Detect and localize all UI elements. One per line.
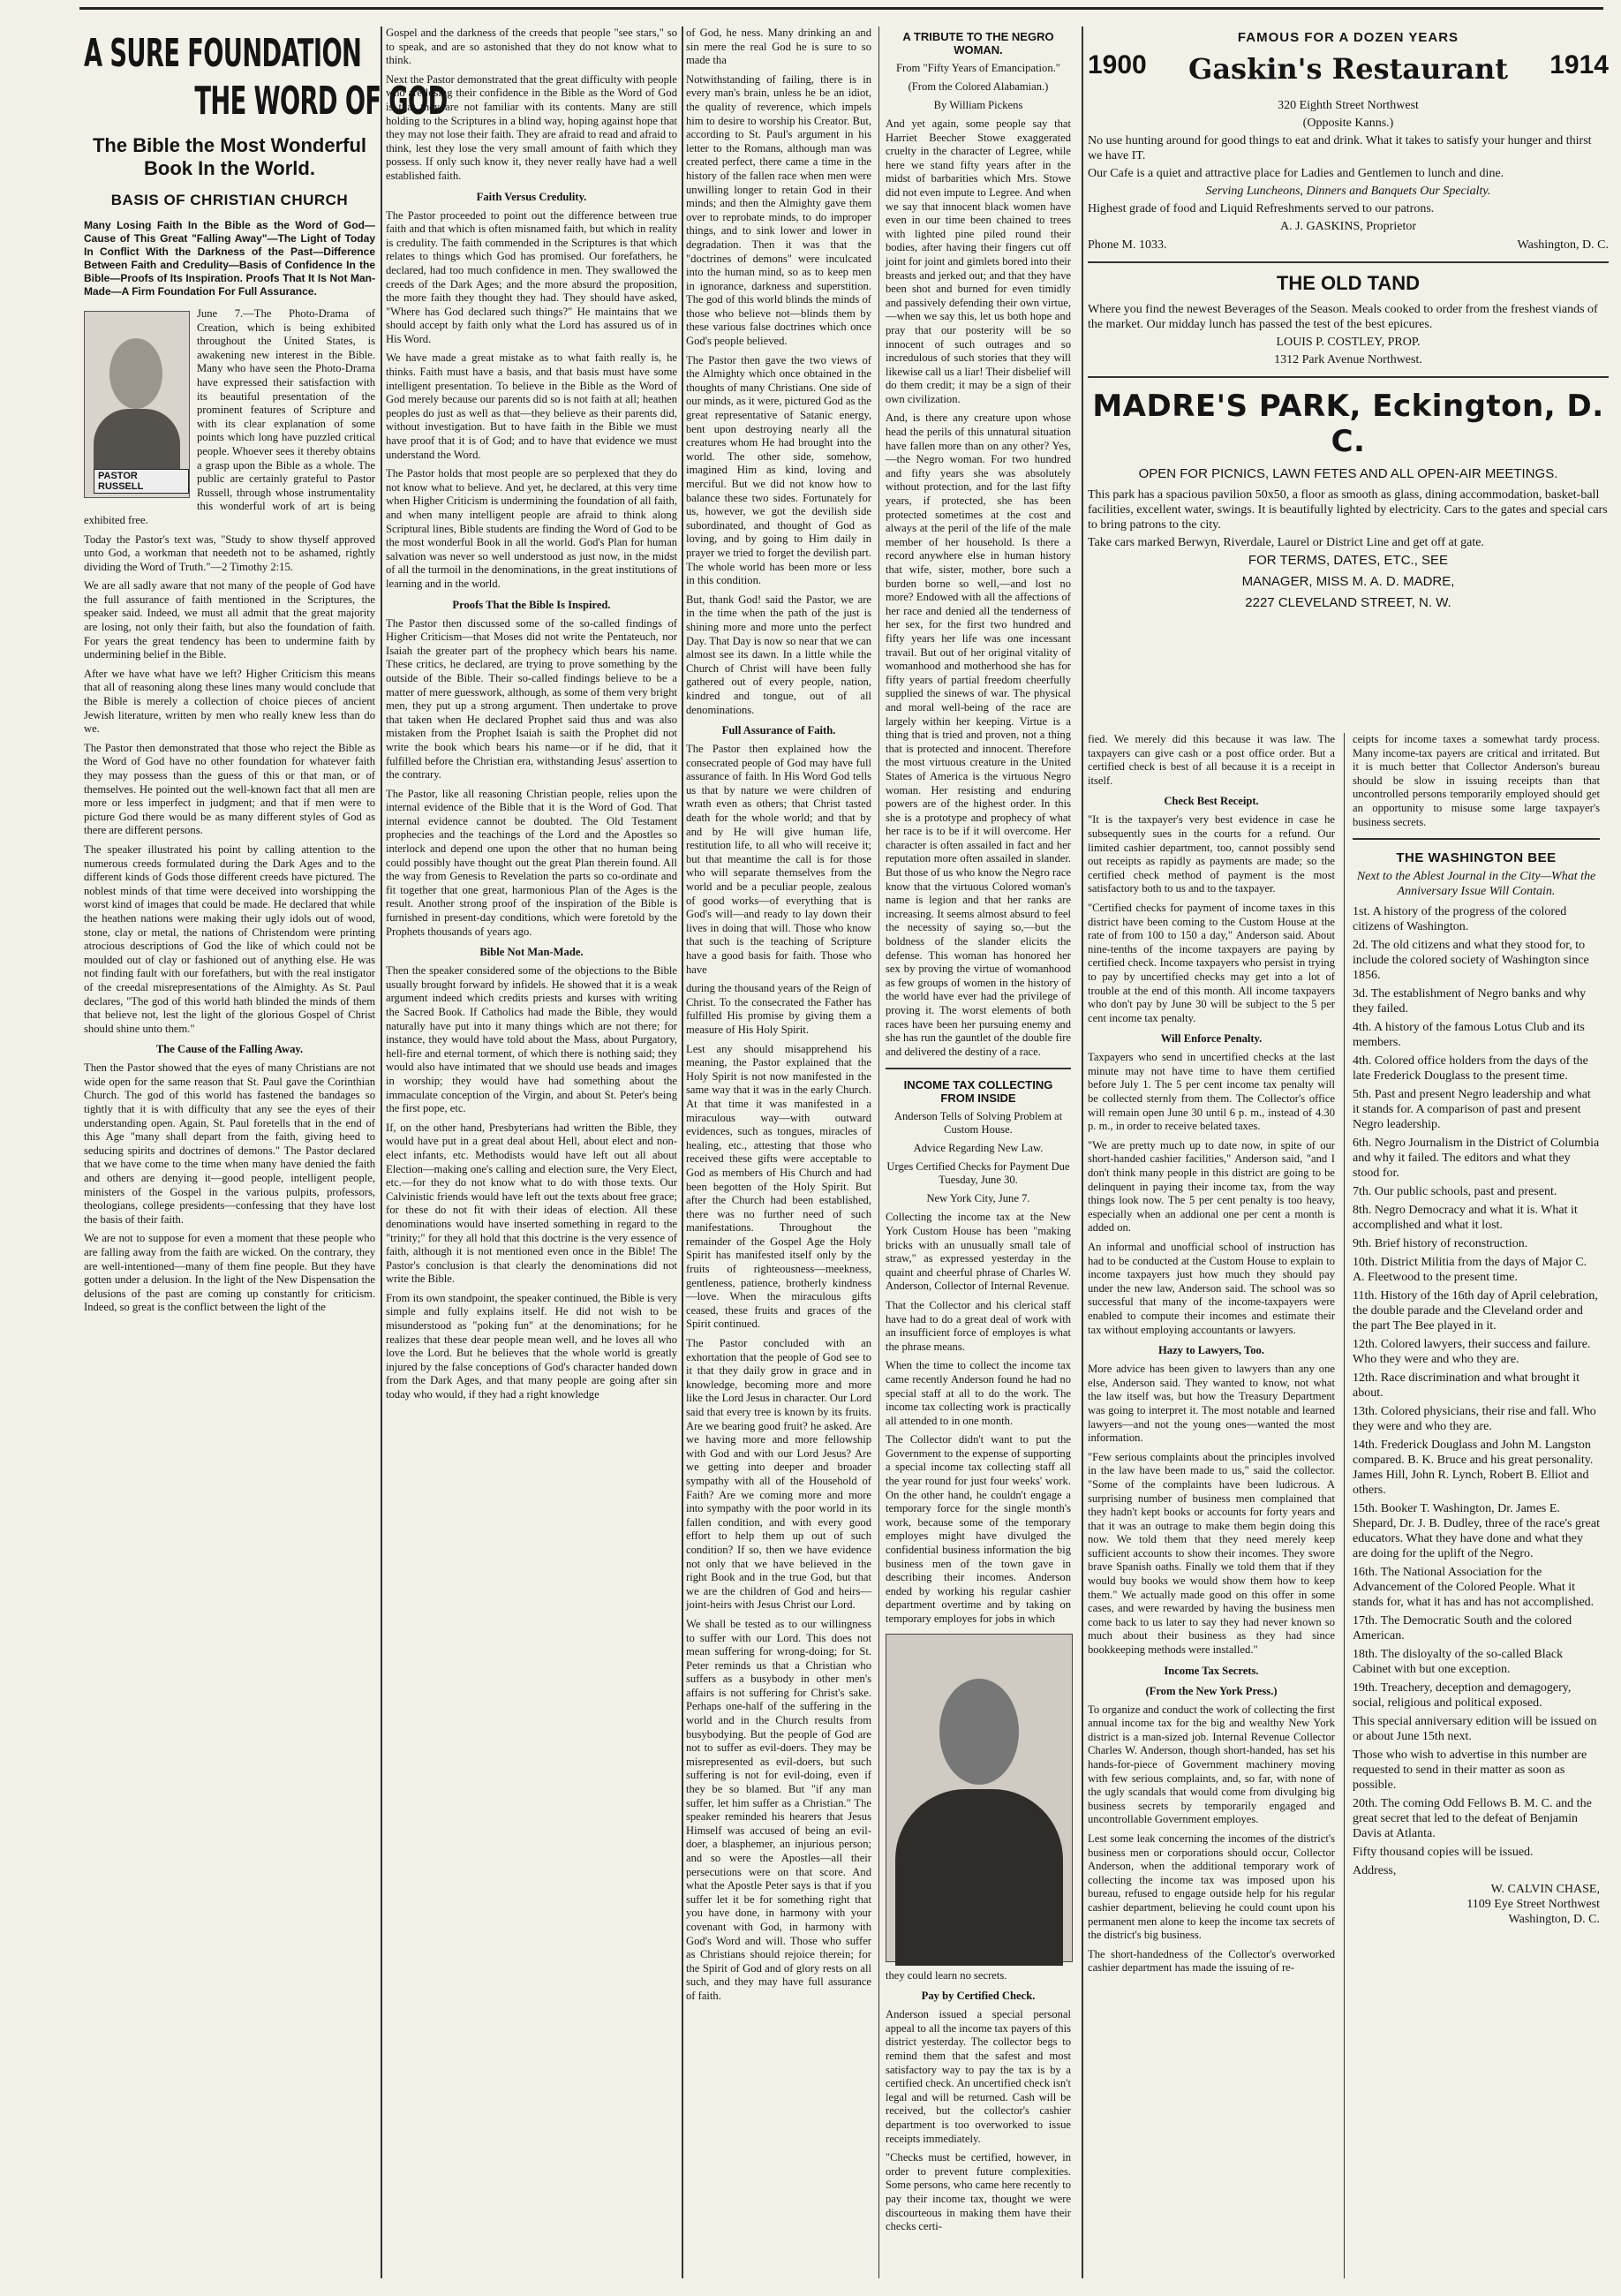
paragraph: And, is there any creature upon whose head the perils of this unnatural situation have fallen more than on any other? Yes,—the Negro woman. For two hundred and fifty years she was absolutely without protection, and for the last fifty years, if protected, she has been protected sometimes at the cost and always at the peril of the life of the male member of her household. Is there a record anywhere else in human history that wife, sister, mother, bore such a burden borne so well,—and lost no more? Endowed with all the affections of her race and denied all the tenderness of her sex, for the first two hundred and fifty years her life was one incessant travail. But out of her original vitality of womanhood and motherhood she has for fifty years of partial freedom cheerfully supplied the sinews of war. The physical and moral well-being of the race are largely within her keeping. Virtue is a thing that is tried and proven, not a thing that is protected and innocent. Therefore the most virtuous creature in the United States of America is the virtuous Negro woman. Her resisting and enduring powers are of the highest order. In this she is a prototype and prophecy of what her race is to be if it will overcome. Her character is often assailed in fact and her reputation more often assailed in slander. But those of us who know the Negro race know that the virtuous Colored woman's name is legion and that her ranks are increasing. It seems almost absurd to feel the necessity of saying so,—but the boldness of the slander elicits the defense. This woman has honored her sex by proving the virtue of womanhood as few groups of women in the history of the world have ever had the privilege of proving it. The worst elements of both races have been her pursuing enemy and she has run the gauntlet of the double fire and delivered the destiny of a race.: [886, 412, 1071, 1058]
bee-item: 4th. A history of the famous Lotus Club and its members.: [1353, 1021, 1585, 1050]
paragraph: The Pastor holds that most people are so perplexed that they do not know what to believe. And yet, he declared, at this very time when Higher Criticism is undermining the foundation of all faith, and when many intelligent people are afraid to think along Scriptural lines, Bible students are finding the Word of God to be the most wonderful Book in all the world. God's Plan for human salvation was never so well understood as just now, in the midst of all the turmoil in the denominations, in the great institutions of learning and in the world.: [386, 467, 677, 590]
old-tand-ad: [1088, 272, 1609, 367]
paragraph: We are not to suppose for even a moment that these people who are falling away from the faith are wicked. On the contrary, they are well-intentioned—many of them fine people. But they have gotten under a delusion. In the light of the New Dispensation the delusions of the past are coming up constantly for criticism. Indeed, so great is the conflict between the light of the: [84, 1232, 375, 1314]
paragraph: When the time to collect the income tax came recently Anderson found he had no special staff at all to do the work. The income tax collecting work is practically all attended to in one month.: [886, 1359, 1071, 1427]
headline-line-1: A SURE FOUNDATION: [84, 31, 362, 76]
ad-subtitle: OPEN FOR PICNICS, LAWN FETES AND ALL OPEN-AIR MEETINGS.: [1138, 466, 1558, 481]
section-divider: [1088, 376, 1609, 378]
section-subhead: The Cause of the Falling Away.: [155, 1043, 304, 1056]
section-divider: [886, 1068, 1071, 1069]
paragraph: "It is the taxpayer's very best evidence in case he subsequently sues in the courts for a refund. Our limited cashier department, too, cannot possibly send out receipts as rapidly as payments are made; so the certified check method of payment is the most satisfactory both to us and to the taxpayer.: [1088, 813, 1335, 895]
section-divider: [1088, 261, 1609, 263]
column-4-right: [1353, 733, 1600, 2278]
paragraph: An informal and unofficial school of instruction has had to be conducted at the Custom House to explain to income taxpayers just how much they should pay under the new law, Anderson said. The school was so successful that many of the income-taxpayers were enabled to compute their incomes and estimate their tax without employing accountants or lawyers.: [1088, 1241, 1335, 1336]
ad-terms: FOR TERMS, DATES, ETC., SEE: [1248, 553, 1449, 568]
ad-manager: MANAGER, MISS M. A. D. MADRE,: [1241, 574, 1455, 589]
ad-phone: Phone M. 1033.: [1088, 238, 1167, 252]
paragraph: "Checks must be certified, however, in order to prevent future complexities. Some persons, who came here recently to pay their income tax, thought we were discourteous in making them have their checks certi-: [886, 2151, 1071, 2233]
portrait-body: [895, 1789, 1063, 1966]
paragraph: of God, he ness. Many drinking an and sin mere the real God he is sure to so made tha: [686, 26, 871, 67]
income-tax-deck: Urges Certified Checks for Payment Due Tuesday, June 30.: [886, 1160, 1070, 1187]
paragraph: The short-handedness of the Collector's overworked cashier department has made the issuing of re-: [1088, 1947, 1335, 1975]
bee-city: Washington, D. C.: [1508, 1913, 1600, 1927]
section-subhead: Hazy to Lawyers, Too.: [1158, 1344, 1264, 1357]
bee-item: 12th. Race discrimination and what brought it about.: [1353, 1371, 1580, 1401]
paragraph: June 7.—The Photo-Drama of Creation, which is being exhibited throughout the United States, is awakening new interest in the Bible. Many who have seen the Photo-Drama have expressed their satisfaction with its beautiful presentation of the prominent features of Scripture and with its clear explanation of some points which long have puzzled critical people. Whoever sees it thereby obtains a grasp upon the Bible as a whole. The public are certainly grateful to Pastor Russell, through whose instrumentality this wonderful work of art is being exhibited free.: [84, 307, 375, 526]
income-tax-deck: Anderson Tells of Solving Problem at Custom House.: [893, 1110, 1063, 1137]
paragraph: More advice has been given to lawyers than any one else, Anderson said. They wanted to know, not what the law itself was, but how the Treasury Department was going to interpret it. The most notable and learned lawyers—and not the young ones—wanted the most information.: [1088, 1363, 1335, 1445]
column-rule: [1082, 26, 1083, 2278]
column-3-left: [686, 26, 871, 2278]
article-deck: Many Losing Faith In the Bible as the Word of God—Cause of This Great "Falling Away"—The Light of Today In Conflict With the Darkness of the Past—Difference Between Faith and Credulity—Basis of Confidence In the Bible—Proofs of Its Inspiration. Proofs That It Is Not Man-Made—A Firm Foundation For Full Assurance.: [84, 219, 375, 298]
paragraph: The Collector didn't want to put the Government to the expense of supporting a special income tax collecting staff all the year round for just four weeks' work. On the other hand, he couldn't engage a temporary force for the single month's work, because some of the temporary employes might have divulged the confidential business information the big business men of the town gave in describing their incomes. Anderson ended by working his regular cashier department overtime and by taking on temporary employes for jobs in which: [886, 1433, 1071, 1625]
column-rule: [381, 26, 382, 2278]
paragraph: We are all sadly aware that not many of the people of God have the full assurance of faith mentioned in the Scriptures, the speaker said. Indeed, we must all admit that the great majority are losing, not only their faith, but also the foundation of faith. For years the great tendency has been to undermine faith by undermining belief in the Bible.: [84, 579, 375, 661]
tribute-title: A TRIBUTE TO THE NEGRO WOMAN.: [902, 30, 1054, 57]
pastor-russell-photo: [84, 311, 190, 498]
income-tax-deck: Advice Regarding New Law.: [913, 1142, 1044, 1155]
bee-item: 3d. The establishment of Negro banks and why they failed.: [1353, 987, 1587, 1016]
ad-owner: LOUIS P. COSTLEY, PROP.: [1276, 336, 1421, 349]
bee-address-label: Address,: [1353, 1864, 1397, 1878]
bee-street: 1109 Eye Street Northwest: [1466, 1898, 1600, 1912]
top-rule: [79, 7, 1603, 10]
paragraph: After we have what have we left? Higher Criticism this means that all of reasoning along these lines many would conclude that the Bible is merely a collection of choice pieces of ancient Jewish literature, written by men who really knew less than do we.: [84, 667, 375, 736]
bee-item: 18th. The disloyalty of the so-called Black Cabinet with but one exception.: [1353, 1648, 1564, 1677]
bee-item: 11th. History of the 16th day of April celebration, the double parade and the Cleveland order and the part The Bee played in it.: [1353, 1289, 1598, 1333]
dateline: New York City, June 7.: [926, 1192, 1030, 1205]
paragraph: To organize and conduct the work of collecting the first annual income tax for the big and wealthy New York district is a man-sized job. Internal Revenue Collector Charles W. Anderson, though short-handed, has set his hands-for-piece of Government machinery moving with few serious complaints, and, so far, with none of the ugly scandals that would come from divulging big business secrets by temporarily engaged and uncontrollable Government employes.: [1088, 1703, 1335, 1826]
paragraph: The Pastor proceeded to point out the difference between true faith and that which is often misnamed faith, but which in reality is credulity. The faith commended in the Scriptures is that which relates to things which God has promised. Our forefathers, he declared, had too much confidence in men. They swallowed the creeds of the Dark Ages; and the more absurd the proposition, the more faith they thought they had. They should have asked, "Where has God declared such things?" He maintains that we should accept by faith only what the Lord has assured us of in His Word.: [386, 208, 677, 345]
paragraph: Then the speaker considered some of the objections to the Bible usually brought forward by infidels. He showed that it is a weak argument indeed which credits priests and kurses with writing the Sacred Book. If Catholics had made the Bible, they would naturally have put into it many things which are not there; for instance, they would have told about the Mass, about Purgatory, hell-fire and eternal torment, of which there is nothing said; they would also have intimated that we should use beads and images in worship; they would have had something about the immaculate conception of the Virgin, and about St. Peter's being the first pope, etc.: [386, 964, 677, 1115]
ad-text: Our Cafe is a quiet and attractive place for Ladies and Gentlemen to lunch and dine.: [1088, 167, 1504, 180]
paragraph: But, thank God! said the Pastor, we are in the time when the path of the just is shining more and more unto the perfect Day. That Day is now so near that we can almost see its dawn. In a little while the Church of Christ will have been fully gathered out of every people, nation, kindred and tongue, out of all denominations.: [686, 593, 871, 716]
bee-items-list: [1353, 904, 1600, 1860]
bee-item: 15th. Booker T. Washington, Dr. James E. Shepard, Dr. J. B. Dudley, three of the race's great educators. What they have done and what they are doing for the uplift of the Negro.: [1353, 1502, 1600, 1561]
section-subhead: Will Enforce Penalty.: [1160, 1032, 1263, 1046]
bee-item: 16th. The National Association for the Advancement of the Colored People. What it stands for, what it has and has not accomplished.: [1353, 1566, 1595, 1610]
column-1: [84, 26, 448, 2278]
ad-text: No use hunting around for good things to eat and drink. What it takes to satisfy your hunger and thirst we have IT.: [1088, 134, 1592, 162]
section-subhead: Pay by Certified Check.: [921, 1990, 1036, 2003]
bee-item: 12th. Colored lawyers, their success and failure. Who they were and who they are.: [1353, 1338, 1591, 1367]
paragraph: The Pastor then demonstrated that those who reject the Bible as the Word of God have no other foundation for whatever faith they may possess than the guess of this or that man, or of themselves. He pointed out the well-known fact that all men are more or less imperfect in judgment; and that if men were to picture God there would be as many different styles of God as there are different persons.: [84, 741, 375, 837]
ad-text: Serving Luncheons, Dinners and Banquets Our Specialty.: [1205, 185, 1491, 198]
tribute-source: From "Fifty Years of Emancipation.": [896, 62, 1060, 74]
paragraph: they could learn no secrets.: [886, 1968, 1007, 1982]
bee-item: 2d. The old citizens and what they stood for, to include the colored society of Washington since 1856.: [1353, 939, 1589, 983]
paragraph: Then the Pastor showed that the eyes of many Christians are not wide open for the same reason that St. Paul gave the Corinthian Church. The god of this world has fastened the bandages so tightly that it is with difficulty that any see the eyes of their understanding open. Again, St. Paul foretells that in the end of this Age "many shall depart from the faith, giving heed to seducing spirits and doctrines of demons." The Pastor declared that we have come to the time when many have denied the faith and others are denying it—good people, intelligent people, ministers of the Gospel in the various pulpits, professors, theologians, college presidents—confessing that they have lost the basis of their faith.: [84, 1061, 375, 1226]
column-4-left: [1088, 733, 1335, 2278]
paragraph: If, on the other hand, Presbyterians had written the Bible, they would have put in a great deal about Hell, about elect and non-elect infants, etc. Methodists would have left out all about Election—making one's calling and election sure, the Very Elect, etc.—for they do not know what to do with those texts. Our Calvinistic friends would have left out the texts about free grace; for these do not fit with their ideas of election. All these denominations would have inserted something in regard to the "trinity;" for they all hold that this doctrine is the very essence of faith, although it is not mentioned even once in the Bible! The Pastor's conclusion is that clearly the denominations did not write the Bible.: [386, 1121, 677, 1286]
column-rule: [1344, 733, 1345, 2278]
portrait-face: [109, 338, 162, 409]
bee-item: Those who wish to advertise in this number are requested to send in their matter as soon as possible.: [1353, 1748, 1587, 1793]
bee-item: 14th. Frederick Douglass and John M. Langston compared. B. K. Bruce and his great personality. James Hill, John R. Lynch, Robert B. Elliot and others.: [1353, 1439, 1594, 1498]
paragraph: That the Collector and his clerical staff have had to do a great deal of work with an insufficient force of employes is what the phrase means.: [886, 1298, 1071, 1353]
paragraph: "Few serious complaints about the principles involved in the law have been made to us," said the collector. "Some of the complaints have been ludicrous. A surprising number of business men complained that they hadn't kept books or accounts for forty years and that it was an outrage to make them begin doing this now. We told them that they need merely keep sufficient accounts to show their incomes. They swore brave Spanish oaths. Finally we told them that if they would buy books we would show them how to keep them." We actually made good on this offer in some cases, and were rewarded by having the business men come back to us later to say they had never known so much about their business as they had since bookkeeping methods were installed.": [1088, 1450, 1335, 1657]
paragraph: We have made a great mistake as to what faith really is, he thinks. Faith must have a basis, and that basis must have some intelligent presentation. To believe in the Bible as the Word of God merely because our parents did so is not faith at all; heathen peoples do just as well as that—they believe as their parents did, without investigation. But to have faith in the Bible we must have proof that it is of God; and to have that evidence we must understand the Word.: [386, 351, 677, 461]
ad-year-end: 1914: [1549, 50, 1609, 79]
tribute-author: By William Pickens: [933, 99, 1023, 111]
column-rule: [878, 26, 879, 2278]
subhead-line-1: The Bible the Most Wonderful: [92, 134, 367, 156]
bee-item: 9th. Brief history of reconstruction.: [1353, 1237, 1528, 1251]
paragraph: "We are pretty much up to date now, in spite of our short-handed cashier facilities," Anderson said, "and I don't think many people in this district are going to be delinquent in paying their income tax, from the way things look now. The 5 per cent penalty is too heavy, especially when an addional one per cent a month is added on.: [1088, 1138, 1335, 1235]
paragraph: The speaker illustrated his point by calling attention to the numerous creeds formulated during the Dark Ages and to the different kinds of Gods those different creeds have pictured. The noblest minds of that time were deceived into worshipping the worst kind of images that could be made. He declared that while the heathen nations were making their ugly idols out of wood, stone, clay or metal, the nations of Christendom were printing atrocious descriptions of God the like of which could not be moulded out of clay or fashioned out of anything else. He was not finding fault with our forefathers, but with the real instigator of the creedal misrepresentations of the Almighty. As St. Paul declares, "The god of this world hath blinded the minds of them that believe not, lest the light of the glorious Gospel of Christ should shine unto them.": [84, 842, 375, 1035]
bee-item: 19th. Treachery, deception and demagogery, social, religious and political exposed.: [1353, 1681, 1572, 1711]
ad-text: This park has a spacious pavilion 50x50, a floor as smooth as glass, dining accommodation, basket-ball facilities, excellent water, swings. It is beautifully lighted by electricity. Cars to the gates and special cars to bring patrons to the city.: [1088, 488, 1608, 532]
bee-item: Fifty thousand copies will be issued.: [1353, 1846, 1534, 1860]
paragraph: Collecting the income tax at the New York Custom House has been "making bricks with an unusually small tale of straw," as expressed yesterday in the quaint and cheerful phrase of Charles W. Anderson, Collector of Internal Revenue.: [886, 1211, 1071, 1293]
anderson-photo: [886, 1634, 1073, 1962]
paragraph: Anderson issued a special personal appeal to all the income tax payers of this district yesterday. The collector begs to remind them that the safest and most satisfactory way to pay the tax is by a certified check. An uncertified check isn't legal and will be returned. Cash will be received, but the collector's cashier department is too overworked to issue receipts immediately.: [886, 2008, 1071, 2145]
subhead-line-2: Book In the World.: [144, 157, 315, 179]
ad-city: Washington, D. C.: [1517, 238, 1609, 252]
bee-title: THE WASHINGTON BEE: [1396, 850, 1557, 866]
column-4: [1088, 26, 1609, 2278]
restaurant-name: Gaskin's Restaurant: [1187, 52, 1508, 86]
ad-text: Where you find the newest Beverages of the Season. Meals cooked to order from the freshest viands of the market. Our midday lunch has passed the test of the best epicures.: [1088, 303, 1598, 331]
paragraph: Notwithstanding of failing, there is in every man's brain, unless he be an idiot, the quality of reverence, which impels him to desire to worship his Creator. But, according to St. Paul's argument in his letter to the Romans, although man was created perfect, there came a time in the history of the fallen race when men were unwilling longer to retain God in their minds; and then the Almighty gave them over to reprobate minds, to do improper things, and to sink lower and lower in degradation. Then it was that the "doctrines of demons" were inculcated into the human mind, so as to keep men in ignorance, darkness and superstition. The god of this world blinds the minds of those who believe not—blinds them by these various false doctrines which once God's people believed.: [686, 72, 871, 348]
ad-contact-row: [1088, 238, 1609, 253]
photo-caption: PASTOR RUSSELL: [94, 469, 189, 494]
headline-line-2: THE WORD OF GOD: [194, 79, 448, 124]
section-subhead: Faith Versus Credulity.: [476, 190, 587, 203]
bee-item: This special anniversary edition will be issued on or about June 15th next.: [1353, 1715, 1597, 1744]
article-source: (From the New York Press.): [1145, 1684, 1278, 1697]
madres-park-ad: [1088, 389, 1609, 611]
ad-banner: [1088, 50, 1609, 91]
paragraph: Gospel and the darkness of the creeds that people "see stars," so to speak, and are so astonished that they do not know what to think.: [386, 26, 677, 67]
portrait-face: [939, 1679, 1019, 1785]
section-title: BASIS OF CHRISTIAN CHURCH: [110, 192, 349, 208]
paragraph: during the thousand years of the Reign of Christ. To the consecrated the Father has fulfilled His promise by giving them a measure of His Holy Spirit.: [686, 982, 871, 1036]
section-subhead: Full Assurance of Faith.: [721, 724, 836, 737]
bee-item: 10th. District Militia from the days of Major C. A. Fleetwood to the present time.: [1353, 1256, 1587, 1285]
ad-text: Highest grade of food and Liquid Refreshments served to our patrons.: [1088, 202, 1435, 215]
income-tax-title: INCOME TAX COLLECTING FROM INSIDE: [903, 1078, 1053, 1106]
ad-text: Take cars marked Berwyn, Riverdale, Laurel or District Line and get off at gate.: [1088, 536, 1484, 549]
paragraph: Lest any should misapprehend his meaning, the Pastor explained that the Holy Spirit is not now manifested in the same way that it was in the early Church. At that time it was manifested in a miraculous way—with outward evidences, such as tongues, miracles of healing, etc., attesting that those who received these gifts were acceptable to God as members of His Church and had been begotten of the Holy Spirit. But after the Church had been established, there was no further need of such manifestations. Throughout the remainder of the Gospel Age the Holy Spirit has manifested itself only by the fruits of righteousness—meekness, gentleness, patience, brotherly kindness—love. When the miraculous gifts ceased, these fruits and graces of the Spirit continued.: [686, 1042, 871, 1331]
paragraph: The Pastor, like all reasoning Christian people, relies upon the internal evidence of the Bible that it is the Word of God. That internal evidence cannot be doubted. The Old Testament prophecies and the teachings of the Lord and the Apostles so interlock and depend one upon the other that no human being could possibly have thought out the great Plan therein found. All the way from Genesis to Revelation the parts so co-ordinate and fit together that one great, harmonious Plan of the Ages is the result. Another strong proof of the inspiration of the Bible is furnished in present-day conditions, which were foretold by the Prophets thousands of years ago.: [386, 787, 677, 938]
column-3: [686, 26, 1074, 2278]
ad-address: 320 Eighth Street Northwest: [1278, 99, 1419, 112]
section-subhead: Check Best Receipt.: [1164, 795, 1259, 808]
ad-title: MADRE'S PARK, Eckington, D. C.: [1092, 389, 1604, 459]
bee-item: 17th. The Democratic South and the colored American.: [1353, 1614, 1572, 1643]
section-divider: [1353, 838, 1600, 840]
section-subhead: Proofs That the Bible Is Inspired.: [452, 598, 611, 611]
paragraph: The Pastor concluded with an exhortation that the people of God see to it that they daily grow in grace and in knowledge, becoming more and more like the Lord Jesus in character. Our Lord said that every tree is known by its fruits. Are we bearing good fruit? he asked. Are we having more and more fellowship with God and with our Lord Jesus? Are we getting into deeper and broader sympathy with all of the Household of Faith? Are we coming more and more into sympathy with the poor world in its fallen condition, and with every good effort to help them up out of such condition? If so, then we have evidence not only that we have believed in the right Book and in the true God, but that we are the children of God and heirs—joint-heirs with Jesus Christ our Lord.: [686, 1337, 871, 1612]
paragraph: And yet again, some people say that Harriet Beecher Stowe exaggerated cruelty in the character of Legree, while here we stand fifty years after in the midst of barbarities which Mrs. Stowe did not even impute to Legree. And when we say that innocent black women have even in our time been chained to trees with lighted pine piled round their bodies, after having their fingers cut off joint for joint and gimlets bored into their breasts and jerked out; and that they have been shot and burned for even timidly and passively defending their own virtue,—when we say this, let us both hope and pray that our posterity will be so innocent of such outrages and so incredulous of such stories that they will likewise call us a liar! Their disbelief will do them credit; it may be a sign of their own civilization.: [886, 117, 1071, 405]
bee-signer: W. CALVIN CHASE,: [1490, 1883, 1600, 1897]
paragraph: "Certified checks for payment of income taxes in this district have been coming to the Custom House at the rate of from 100 to 150 a day," Anderson said. About nine-tenths of the income taxpayers are paying by certified check. Income taxpayers who persist in trying to pay by uncertified checks may get into a lot of trouble at the end of this month. All income taxpayers who don't pay by June 30 will be subject to the 5 per cent income tax penalty.: [1088, 901, 1335, 1024]
ad-tagline: FAMOUS FOR A DOZEN YEARS: [1237, 30, 1459, 45]
paragraph: The Pastor then gave the two views of the Almighty which once obtained in the thoughts of many Christians. One side of our minds, as it were, pictured God as the great representative of Satanic energy, bent upon destroying nearly all the creatures whom He had brought into the world. The other side, somehow, imagined Him as kind, loving and merciful. But we did not know how to balance these two sides. Fortunately for us, however, we got the devilish side subordinated, and thought of God as loving, and by going to Him daily in prayer we tried to forget the devilish part. The whole world has been more or less in this condition.: [686, 353, 871, 587]
subhead: [84, 134, 375, 180]
ad-proprietor: A. J. GASKINS, Proprietor: [1280, 220, 1416, 233]
tribute-credit: (From the Colored Alabamian.): [908, 80, 1049, 93]
ad-address: 2227 CLEVELAND STREET, N. W.: [1245, 595, 1451, 610]
section-subhead: Bible Not Man-Made.: [479, 946, 584, 959]
paragraph: From its own standpoint, the speaker continued, the Bible is very simple and fully explains itself. He did not wish to be misunderstood as "poking fun" at the denominations; for he realizes that these dear people mean well, and he loves all who love the Lord. But he believes that the whole world is greatly injured by the false conceptions of God's character handed down from the Dark Ages, and that many people are going after sin today who would, if they had a right knowledge: [386, 1291, 677, 1401]
paragraph: The Pastor then discussed some of the so-called findings of Higher Criticism—that Moses did not write the Pentateuch, nor Isaiah the greater part of the prophecy which bears his name. These critics, he declared, are trying to prove something by the outside of the Bible. Their so-called findings believe to be a matter of mere guesswork, although, as some of them very bright men, they put up a strong argument. Then undertake to prove that taken when He declared Prophet said thus and was also mistaken from the Prophet Isaiah is saith the Prophet did not write the book which bears his name—or if he did, that it fulfilled before the Christian era, withstanding Jesus' assertion to the contrary.: [386, 616, 677, 782]
bee-item: 8th. Negro Democracy and what it is. What it accomplished and what it lost.: [1353, 1204, 1578, 1233]
column-2: [386, 26, 677, 2278]
gaskins-restaurant-ad: [1088, 30, 1609, 253]
bee-item: 7th. Our public schools, past and present.: [1353, 1185, 1557, 1199]
bee-item: 20th. The coming Odd Fellows B. M. C. and the great secret that led to the defeat of Benjamin Davis at Atlanta.: [1353, 1797, 1592, 1841]
bee-item: 1st. A history of the progress of the colored citizens of Washington.: [1353, 905, 1567, 934]
paragraph: ceipts for income taxes a somewhat tardy process. Many income-tax payers are critical and irritated. But it is much better that Collector Anderson's bureau should be slow in issuing receipts than that uncontrolled persons temporarily employed should get an opportunity to misuse some large taxpayer's business secrets.: [1353, 733, 1600, 828]
paragraph: Next the Pastor demonstrated that the great difficulty with people who are losing their confidence in the Bible as the Word of God is that they are not familiar with its contents. Many are still holding to the Scriptures in a blind way, hoping against hope that they may not lose their faith. They are afraid to read and afraid to think, lest they lose the very small amount of faith which they possess. If only such know it, they never really have had a well established faith.: [386, 72, 677, 182]
paragraph: Taxpayers who send in uncertified checks at the last minute may not have time to have them certified before July 1. The 5 per cent income tax penalty will be collected sternly from them. The Collector's office will remain open June 30 until 6 p. m., instead of 4.30 p. m., in order to receive belated taxes.: [1088, 1051, 1335, 1133]
column-rule: [682, 26, 683, 2278]
ad-address: (Opposite Kanns.): [1302, 117, 1394, 130]
paragraph: We shall be tested as to our willingness to suffer with our Lord. This does not mean suffering for wrong-doing; for St. Peter reminds us that a Christian who suffers as a busybody in other men's affairs is not suffering for Christ's sake. Perhaps one-half of the suffering in the world and in the Church results from busybodying. But the people of God are not to suffer as evil-doers. They may be misrepresented as evil-doers, but such suffering is not for evil-doing, even if they be so blamed. But "if any man suffer, let him suffer as a Christian." The speaker reminded his hearers that Jesus Himself was accused of being an evil-doer, a blasphemer, an injurious person; and so were the Apostles—all their persecutions were on that score. And what the Apostle Peter says is that if you suffer let it be for something right that you have done, in harmony with your covenant with God, in harmony with God's Word and will. Those who suffer as Christians should rejoice therein; for the Spirit of God and of glory rests on all such, and they may have full assurance of faith.: [686, 1617, 871, 2002]
bee-subtitle: Next to the Ablest Journal in the City—What the Anniversary Issue Will Contain.: [1356, 870, 1596, 899]
bee-item: 13th. Colored physicians, their rise and fall. Who they were and who they are.: [1353, 1405, 1596, 1434]
bee-item: 6th. Negro Journalism in the District of Columbia and why it failed. The editors and what they stood for.: [1353, 1137, 1600, 1181]
paragraph: The Pastor then explained how the consecrated people of God may have full assurance of faith. In His Word God tells us that by nature we were children of wrath even as others; that Christ tasted death for the whole world; and that by and by He will give human life, restitution life, to all who will receive it; but that meantime the call is for those who will separate themselves from the world and be a peculiar people, zealous of good works—of everything that is God's will—and ready to lay down their lives in doing that will. Those who know that such is the teaching of Scripture have a good basis for faith. Those who have: [686, 743, 871, 976]
section-subhead: Income Tax Secrets.: [1164, 1664, 1259, 1677]
column-3-right: [886, 26, 1071, 2278]
paragraph: Lest some leak concerning the incomes of the district's business men or corporations should occur, Collector Anderson, when the additional temporary work of collecting the income tax was imposed upon his bureau, refused to engage outside help for his regular cashier department, believing he could count upon his permanent men alone to keep the income tax secrets of the district's big business.: [1088, 1832, 1335, 1942]
paragraph: Today the Pastor's text was, "Study to show thyself approved unto God, a workman that needeth not to be ashamed, rightly dividing the Word of Truth."—2 Timothy 2:15.: [84, 532, 375, 573]
ad-year-start: 1900: [1088, 50, 1147, 79]
bee-item: 5th. Past and present Negro leadership and what it stands for. A comparison of past and present Negro leadership.: [1353, 1088, 1591, 1132]
bee-item: 4th. Colored office holders from the days of the late Frederick Douglass to the present time.: [1353, 1054, 1588, 1084]
ad-address: 1312 Park Avenue Northwest.: [1274, 353, 1422, 366]
ad-title: THE OLD TAND: [1276, 272, 1421, 294]
paragraph: fied. We merely did this because it was law. The taxpayers can give cash or a post office order. But a certified check is best of all because it is a receipt in itself.: [1088, 733, 1335, 787]
